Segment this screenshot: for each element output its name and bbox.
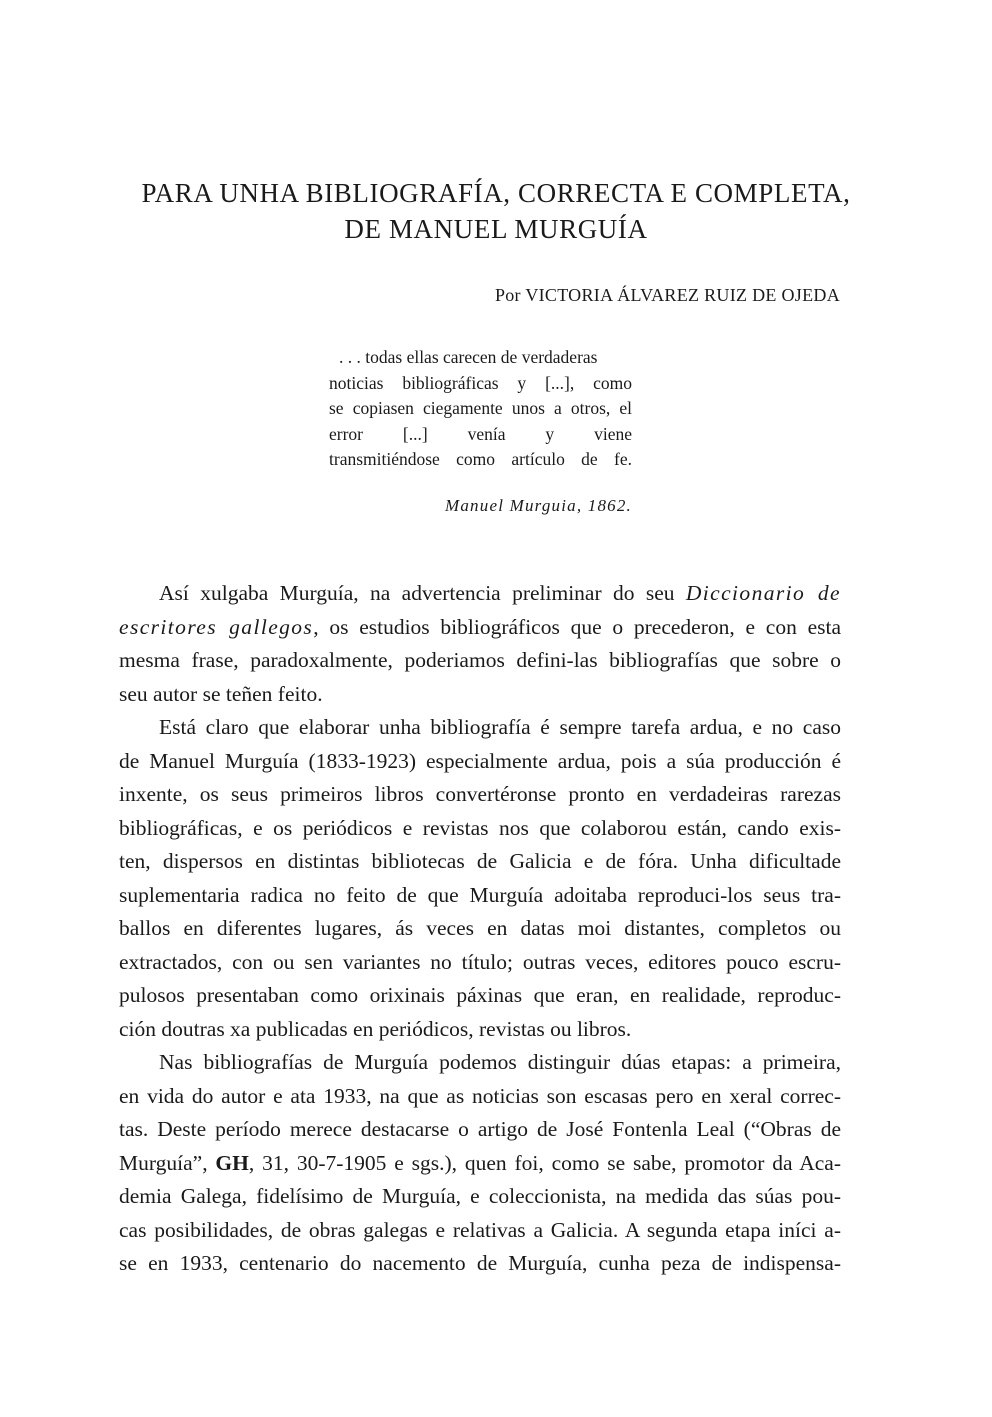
text-line: en vida do autor e ata 1933, na que as noticias son escasas pero en xeral correc- bbox=[119, 1083, 841, 1108]
text-line: bibliográficas, e os periódicos e revistas nos que colaborou están, cando exis- bbox=[119, 815, 841, 840]
text-line: ten, dispersos en distintas bibliotecas de Galicia e de fóra. Unha dificultade bbox=[119, 849, 841, 873]
text-run: , 31, 30-7-1905 e sgs.), quen foi, como se sabe, promotor da Aca- bbox=[248, 1150, 841, 1175]
text-line: Está claro que elaborar unha bibliografía é sempre tarefa ardua, e no caso bbox=[159, 715, 841, 739]
text-run: Murguía”, bbox=[119, 1150, 216, 1175]
article-title-line-1: PARA UNHA BIBLIOGRAFÍA, CORRECTA E COMPLETA, bbox=[141, 178, 851, 208]
book-title-italic: Diccionario de bbox=[685, 581, 842, 605]
text-line: seu autor se teñen feito. bbox=[119, 681, 323, 706]
epigraph-attribution: Manuel Murguia, 1862. bbox=[445, 496, 632, 515]
text-line: inxente, os seus primeiros libros convertéronse pronto en verdadeiras rarezas bbox=[119, 782, 841, 806]
text-line: Nas bibliografías de Murguía podemos distinguir dúas etapas: a primeira, bbox=[159, 1050, 841, 1074]
text-line: suplementaria radica no feito de que Murguía adoitaba reproduci-los seus tra- bbox=[119, 882, 841, 907]
text-line: de Manuel Murguía (1833-1923) especialmente ardua, pois a súa producción é bbox=[119, 748, 841, 773]
paragraph-2 bbox=[119, 711, 841, 1046]
text-run: Así xulgaba Murguía, na advertencia preliminar do seu bbox=[159, 581, 686, 605]
text-line: extractados, con ou sen variantes no título; outras veces, editores pouco escru- bbox=[119, 949, 841, 974]
text-line: ción doutras xa publicadas en periódicos, revistas ou libros. bbox=[119, 1016, 632, 1041]
author-byline: Por VICTORIA ÁLVAREZ RUIZ DE OJEDA bbox=[494, 285, 840, 305]
text-line: pulosos presentaban como orixinais páxinas que eran, en realidade, reproduc- bbox=[119, 983, 841, 1007]
epigraph-line: transmitiéndose como artículo de fe. bbox=[329, 449, 632, 469]
epigraph-quote bbox=[329, 345, 632, 473]
text-line: cas posibilidades, de obras galegas e relativas a Galicia. A segunda etapa iníci a- bbox=[119, 1217, 841, 1242]
text-line: se en 1933, centenario do nacemento de Murguía, cunha peza de indispensa- bbox=[119, 1251, 841, 1275]
book-title-italic: escritores gallegos bbox=[119, 614, 314, 639]
epigraph-line: . . . todas ellas carecen de verdaderas bbox=[339, 347, 598, 367]
text-line bbox=[119, 611, 841, 645]
text-run: , os estudios bibliográficos que o precederon, e con esta bbox=[313, 614, 841, 639]
article-title-line-2: DE MANUEL MURGUÍA bbox=[344, 214, 648, 244]
text-line: demia Galega, fidelísimo de Murguía, e coleccionista, na medida das súas pou- bbox=[119, 1184, 841, 1208]
text-line bbox=[119, 577, 841, 611]
paragraph-3 bbox=[119, 1046, 841, 1281]
paragraph-1 bbox=[119, 577, 841, 711]
text-line bbox=[119, 1147, 841, 1181]
epigraph-line: se copiasen ciegamente unos a otros, el bbox=[329, 398, 632, 418]
epigraph-line: noticias bibliográficas y [...], como bbox=[329, 372, 632, 393]
text-line: ballos en diferentes lugares, ás veces en datas moi distantes, completos ou bbox=[119, 916, 841, 940]
text-line: tas. Deste período merece destacarse o artigo de José Fontenla Leal (“Obras de bbox=[119, 1117, 841, 1141]
text-line: mesma frase, paradoxalmente, poderiamos defini-las bibliografías que sobre o bbox=[119, 648, 841, 672]
epigraph-line: error [...] venía y viene bbox=[329, 423, 632, 444]
journal-abbrev-bold: GH bbox=[215, 1150, 249, 1175]
